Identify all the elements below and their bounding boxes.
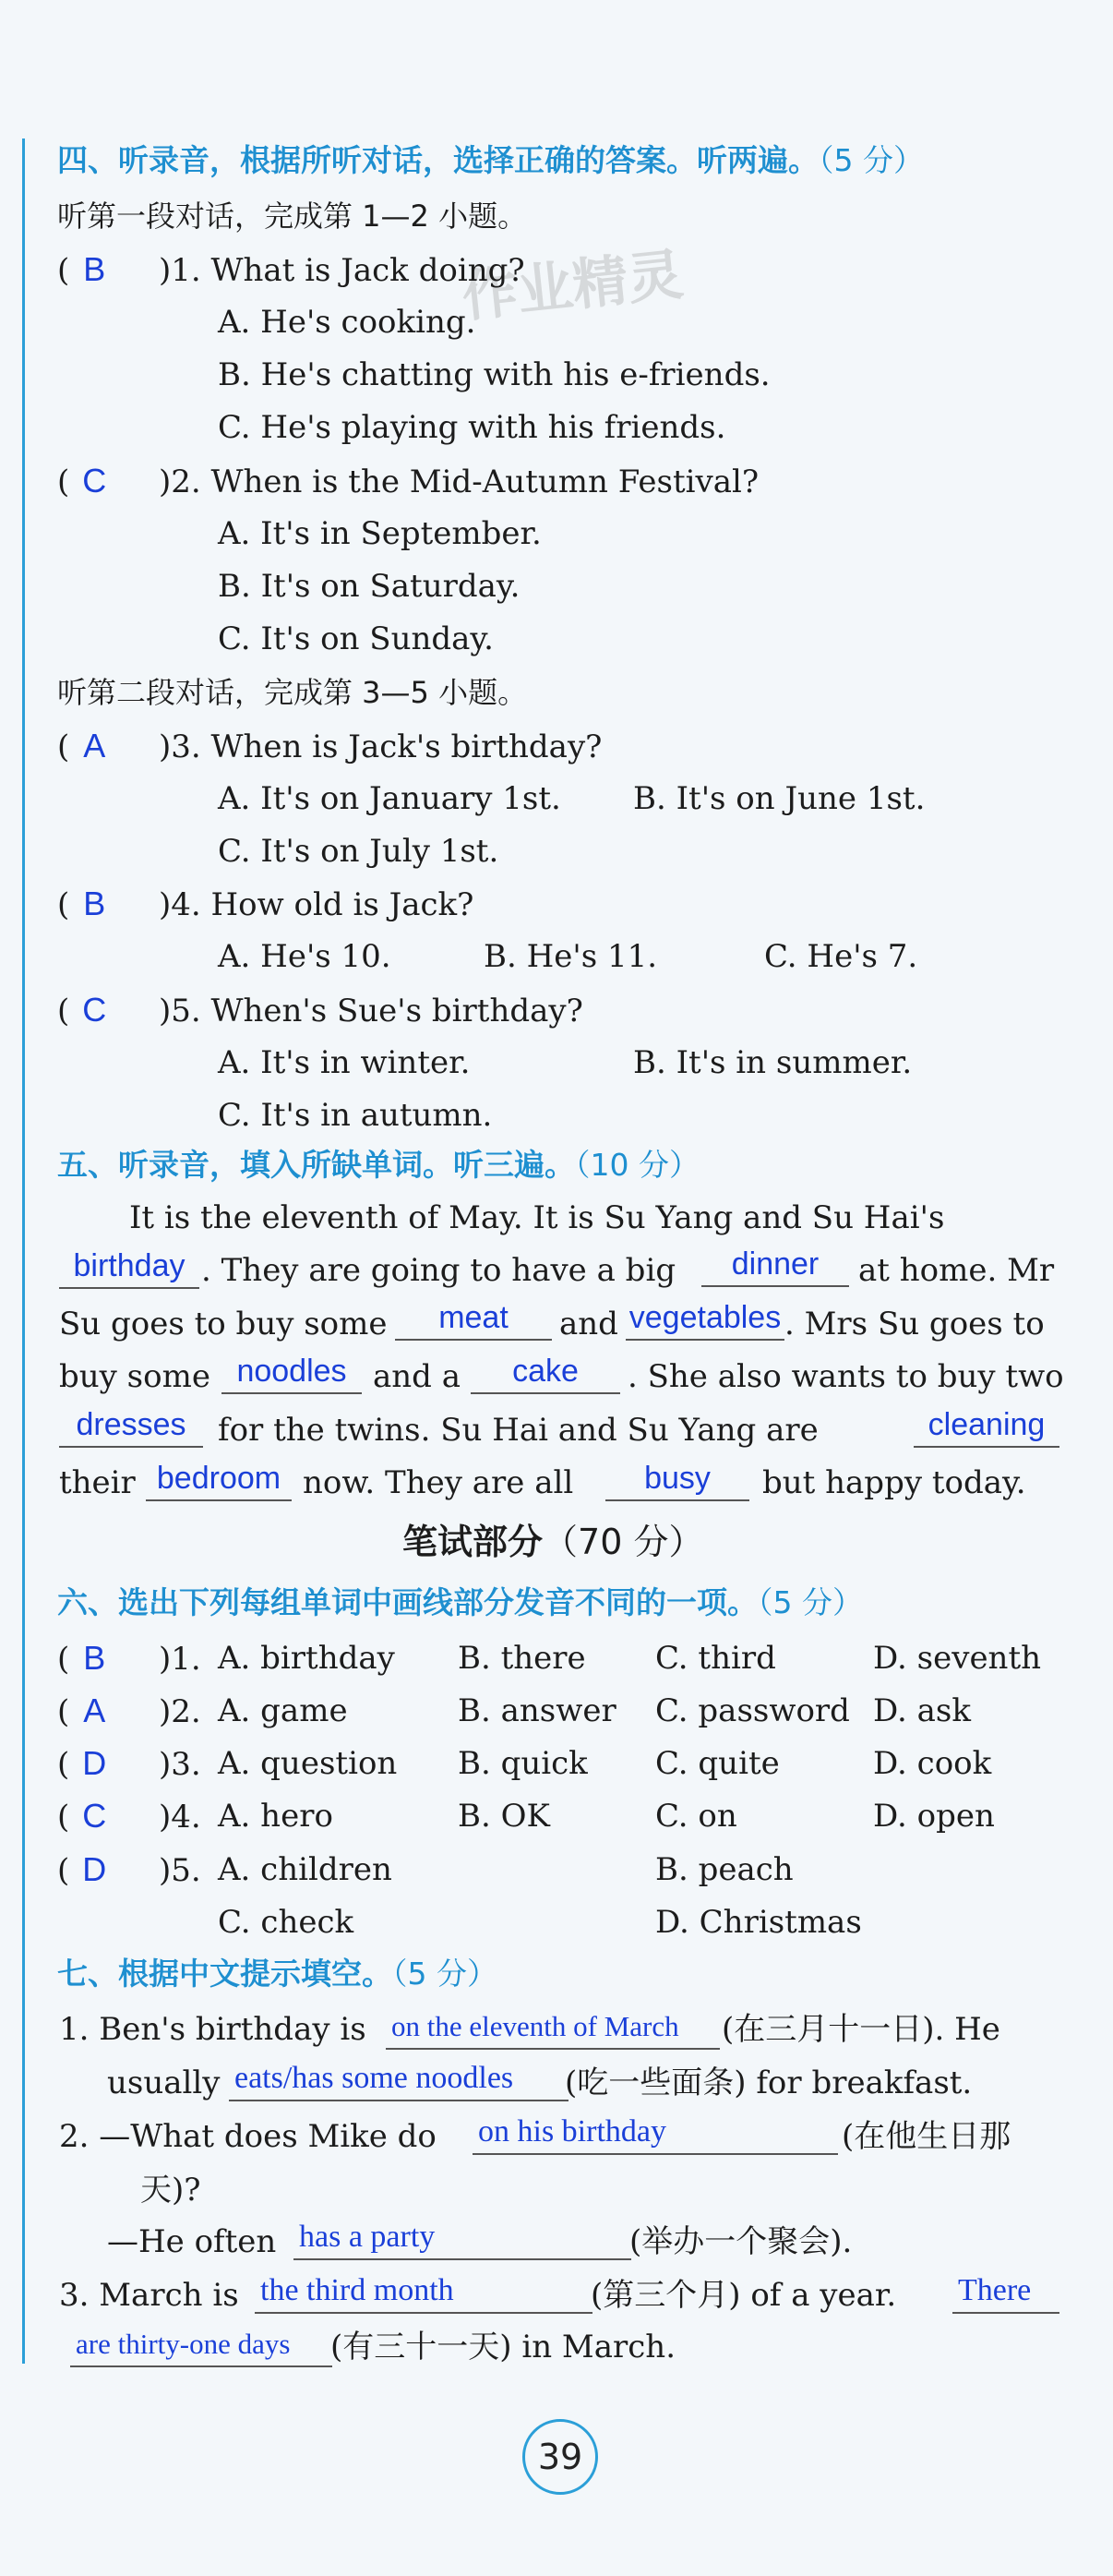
left-margin-rule [22, 138, 25, 2364]
blank-dinner[interactable]: dinner [701, 1243, 849, 1287]
section-6-title: 六、选出下列每组单词中画线部分发音不同的一项。 [57, 1584, 758, 1620]
passage-line-4b: and a [373, 1358, 461, 1395]
p4-c: C. on [655, 1798, 737, 1835]
q4-option-a: A. He's 10. [218, 938, 391, 975]
phonics-row-2: ( A )2. [57, 1689, 201, 1734]
fill-answer-3[interactable]: on his birthday [473, 2111, 838, 2155]
fill-2-prefix: 2. —What does Mike do [59, 2118, 437, 2155]
section-7-title: 七、根据中文提示填空。 [57, 1956, 392, 1992]
p2-b: B. answer [458, 1692, 616, 1729]
p3-c: C. quite [655, 1745, 780, 1782]
p4-b: B. OK [458, 1798, 550, 1835]
fill-2-line3-suffix: (举办一个聚会). [629, 2223, 853, 2260]
p5-a: A. children [218, 1851, 392, 1888]
blank-cleaning[interactable]: cleaning [914, 1403, 1059, 1448]
section-5-points: （10 分） [575, 1147, 700, 1183]
passage-line-6a: their [59, 1464, 136, 1501]
section-5-heading [57, 1143, 700, 1187]
phonics-num-5: )5. [159, 1852, 201, 1889]
p1-c: C. third [655, 1640, 776, 1677]
phonics-num-2: )2. [159, 1693, 201, 1730]
passage-line-3a: Su goes to buy some [59, 1306, 388, 1342]
passage-line-4a: buy some [59, 1358, 210, 1395]
q1-option-a: A. He's cooking. [218, 304, 476, 341]
q3-option-a: A. It's on January 1st. [218, 780, 561, 817]
blank-birthday[interactable]: birthday [59, 1245, 199, 1289]
passage-line-1: It is the eleventh of May. It is Su Yang and Su Hai's [129, 1199, 945, 1236]
fill-3-prefix: 3. March is [59, 2277, 239, 2314]
answer-2[interactable]: C [82, 462, 107, 500]
passage-line-2b: at home. Mr [858, 1252, 1055, 1289]
fill-1-line2-suffix: (吃一些面条) for breakfast. [565, 2064, 973, 2101]
phonics-num-1: )1. [159, 1641, 201, 1678]
fill-3-suffix: (第三个月) of a year. [591, 2277, 897, 2314]
p5-c: C. check [218, 1904, 354, 1941]
q5-option-c: C. It's in autumn. [218, 1097, 493, 1134]
p2-a: A. game [218, 1692, 348, 1729]
fill-2-line2: 天)? [140, 2172, 201, 2209]
fill-2-line3-prefix: —He often [107, 2223, 277, 2260]
q2-option-c: C. It's on Sunday. [218, 620, 494, 657]
section-6-heading [57, 1581, 863, 1625]
fill-3-line2-suffix: (有三十一天) in March. [330, 2329, 676, 2365]
written-points: （70 分） [543, 1522, 704, 1562]
p3-a: A. question [218, 1745, 398, 1782]
fill-1-line2-prefix: usually [107, 2064, 221, 2101]
section-4-points: （5 分） [819, 142, 924, 178]
section-7-points: （5 分） [392, 1956, 497, 1992]
question-1-text: )1. What is Jack doing? [159, 252, 525, 289]
fill-answer-7[interactable]: are thirty-one days [70, 2323, 332, 2367]
phonics-row-1: ( B )1. [57, 1636, 201, 1681]
phonics-num-4: )4. [159, 1799, 201, 1836]
q5-option-a: A. It's in winter. [218, 1044, 471, 1081]
p1-b: B. there [458, 1640, 586, 1677]
p3-d: D. cook [873, 1745, 992, 1782]
phonics-row-5: ( D )5. [57, 1848, 201, 1893]
p4-d: D. open [873, 1798, 995, 1835]
passage-line-6c: but happy today. [762, 1464, 1026, 1501]
dialog-2-intro: 听第二段对话，完成第 3—5 小题。 [57, 675, 528, 710]
fill-1-prefix: 1. Ben's birthday is [59, 2011, 366, 2048]
passage-line-4c: . She also wants to buy two [628, 1358, 1064, 1395]
q3-option-c: C. It's on July 1st. [218, 833, 499, 870]
written-title-text: 笔试部分 [402, 1522, 544, 1562]
phonics-answer-5[interactable]: D [82, 1850, 107, 1888]
question-5: ( C )5. When's Sue's birthday? [57, 988, 583, 1033]
p1-d: D. seventh [873, 1640, 1042, 1677]
passage-line-6b: now. They are all [303, 1464, 574, 1501]
question-5-text: )5. When's Sue's birthday? [159, 993, 583, 1029]
answer-3[interactable]: A [83, 727, 106, 764]
fill-1-suffix: (在三月十一日). He [722, 2011, 1000, 2048]
dialog-1-intro: 听第一段对话，完成第 1—2 小题。 [57, 199, 528, 234]
fill-answer-4[interactable]: has a party [293, 2216, 631, 2260]
phonics-answer-3[interactable]: D [82, 1744, 107, 1782]
p1-a: A. birthday [218, 1640, 395, 1677]
p4-a: A. hero [218, 1798, 333, 1835]
section-4-title: 四、听录音，根据所听对话，选择正确的答案。听两遍。 [57, 142, 819, 178]
q4-option-b: B. He's 11. [484, 938, 658, 975]
blank-vegetables[interactable]: vegetables [626, 1296, 784, 1341]
passage-line-5a: for the twins. Su Hai and Su Yang are [218, 1412, 819, 1449]
p5-d: D. Christmas [655, 1904, 862, 1941]
p2-c: C. password [655, 1692, 850, 1729]
question-4: ( B )4. How old is Jack? [57, 882, 473, 927]
fill-2-suffix: (在他生日那 [842, 2118, 1011, 2155]
p2-d: D. ask [873, 1692, 971, 1729]
fill-answer-2[interactable]: eats/has some noodles [229, 2057, 568, 2101]
q5-option-b: B. It's in summer. [633, 1044, 913, 1081]
question-2-text: )2. When is the Mid-Autumn Festival? [159, 463, 760, 500]
written-part-title [402, 1520, 703, 1564]
question-3: ( A )3. When is Jack's birthday? [57, 724, 602, 769]
blank-meat[interactable]: meat [395, 1296, 552, 1341]
blank-noodles[interactable]: noodles [221, 1350, 362, 1394]
answer-1[interactable]: B [83, 250, 106, 288]
page-number: 39 [522, 2419, 598, 2495]
question-1: ( B )1. What is Jack doing? [57, 247, 525, 293]
q1-option-b: B. He's chatting with his e-friends. [218, 356, 771, 393]
fill-answer-6[interactable]: There [952, 2269, 1059, 2314]
blank-bedroom[interactable]: bedroom [146, 1457, 292, 1501]
watermark: 作业精灵 [459, 242, 687, 331]
passage-line-3b: and [559, 1306, 618, 1342]
question-4-text: )4. How old is Jack? [159, 886, 474, 923]
q3-option-b: B. It's on June 1st. [633, 780, 926, 817]
blank-cake[interactable]: cake [471, 1350, 620, 1394]
section-7-heading [57, 1952, 497, 1996]
phonics-answer-4[interactable]: C [82, 1797, 107, 1835]
p5-b: B. peach [655, 1851, 794, 1888]
fill-answer-1[interactable]: on the eleventh of March [386, 2005, 720, 2050]
question-2: ( C )2. When is the Mid-Autumn Festival? [57, 459, 759, 504]
phonics-row-4: ( C )4. [57, 1794, 201, 1839]
blank-busy[interactable]: busy [605, 1457, 749, 1501]
q2-option-b: B. It's on Saturday. [218, 568, 521, 605]
q4-option-c: C. He's 7. [764, 938, 918, 975]
fill-answer-5[interactable]: the third month [255, 2269, 592, 2314]
question-3-text: )3. When is Jack's birthday? [159, 728, 603, 765]
section-4-heading [57, 138, 924, 183]
phonics-answer-2[interactable]: A [83, 1691, 106, 1729]
section-6-points: （5 分） [758, 1584, 863, 1620]
blank-dresses[interactable]: dresses [59, 1403, 203, 1448]
q1-option-c: C. He's playing with his friends. [218, 409, 726, 446]
p3-b: B. quick [458, 1745, 588, 1782]
answer-4[interactable]: B [83, 885, 106, 922]
phonics-answer-1[interactable]: B [83, 1639, 106, 1677]
phonics-num-3: )3. [159, 1746, 201, 1783]
answer-5[interactable]: C [82, 991, 107, 1029]
passage-line-2a: . They are going to have a big [201, 1252, 676, 1289]
passage-line-3c: . Mrs Su goes to [784, 1306, 1045, 1342]
phonics-row-3: ( D )3. [57, 1741, 201, 1787]
section-5-title: 五、听录音，填入所缺单词。听三遍。 [57, 1147, 575, 1183]
q2-option-a: A. It's in September. [218, 515, 542, 552]
